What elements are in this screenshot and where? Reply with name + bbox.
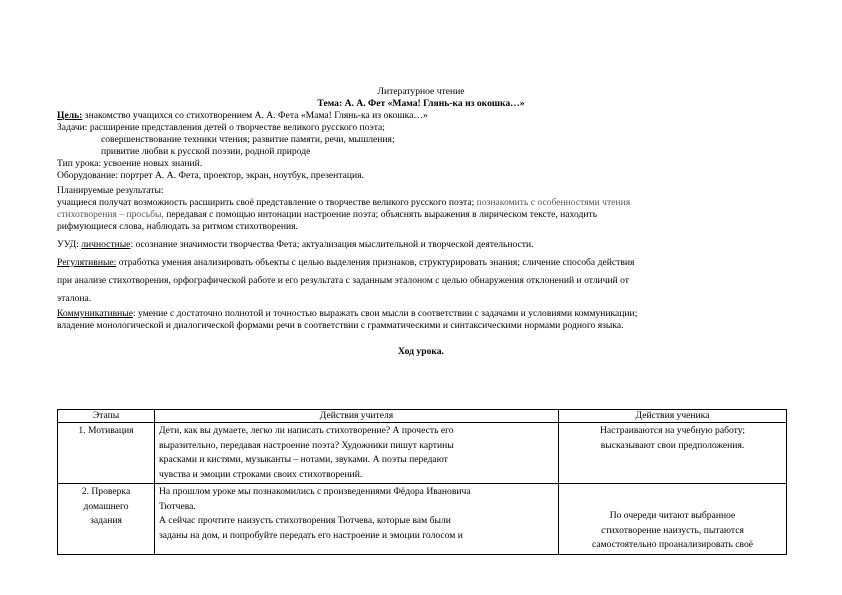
course-title: Ход урока. — [398, 346, 444, 357]
communicative-label: Коммуникативные — [57, 308, 133, 319]
planned-results-line-1 — [57, 197, 785, 209]
student-text-line: самостоятельно проанализировать своё — [591, 539, 754, 550]
teacher-cell — [155, 423, 559, 484]
lesson-plan-text — [57, 86, 785, 358]
goal-line — [57, 110, 785, 122]
goal-text: знакомство учащихся со стихотворением А. А. Фета «Мама! Глянь-ка из окошка…» — [82, 110, 428, 121]
regulatory-line-1 — [57, 257, 785, 269]
teacher-text-line: На прошлом уроке мы познакомились с произведениями Фёдора Ивановича — [159, 486, 471, 497]
teacher-text-line: Тютчева. — [159, 500, 196, 512]
table-row — [58, 423, 787, 484]
equipment: Оборудование: портрет А. А. Фета, проектор, экран, ноутбук, презентация. — [57, 170, 364, 181]
communicative-text-1: : умение с достаточно полнотой и точностью выражать свои мысли в соответствии с задачами и условиями коммуникации; — [132, 308, 638, 319]
student-text-line: По очереди читают выбранное — [609, 510, 736, 521]
student-text-line: стихотворение наизусть, пытаются — [601, 524, 744, 536]
subject-title: Литературное чтение — [377, 86, 465, 97]
stage-name: 1. Мотивация — [78, 425, 134, 436]
goal-label: Цель: — [57, 110, 83, 121]
planned-results-line-2 — [57, 209, 785, 221]
teacher-cell — [155, 484, 559, 555]
uud-personal-text: : осознание значимости творчества Фета; актуализация мыслительной и творческой деятельности. — [130, 239, 534, 250]
student-text-line: Настраиваются на учебную работу; — [599, 425, 746, 436]
uud-prefix: УУД: — [57, 239, 82, 250]
header-student-actions: Действия ученика — [559, 410, 787, 423]
table-row — [58, 484, 787, 555]
topic-title: Тема: А. А. Фет «Мама! Глянь-ка из окошка…» — [317, 98, 525, 109]
header-stages: Этапы — [58, 410, 155, 423]
header-teacher-actions: Действия учителя — [155, 410, 559, 423]
planned-line-1-main: учащиеся получат возможность расширить своё представление о творчестве великого русского поэта; — [57, 197, 475, 208]
task-1: расширение представления детей о творчестве великого русского поэта; — [87, 122, 385, 133]
teacher-text-line: Дети, как вы думаете, легко ли написать стихотворение? А прочесть его — [159, 425, 454, 436]
student-cell — [559, 423, 787, 484]
tasks-line-2: совершенствование техники чтения; развитие памяти, речи, мышления; — [101, 134, 395, 145]
teacher-text-line: А сейчас прочтите наизусть стихотворения Тютчева, которые вам были — [159, 515, 451, 526]
table-header-row — [58, 410, 787, 423]
teacher-text-line: красками и кистями, музыканты – нотами, звуками. А поэты передают — [159, 454, 448, 465]
stage-name-line: домашнего — [83, 500, 129, 512]
tasks-label: Задачи: — [57, 122, 88, 133]
regulatory-line-3: эталона. — [57, 293, 92, 304]
communicative-line-1 — [57, 308, 785, 320]
stage-cell — [58, 484, 155, 555]
uud-personal-label: личностные — [81, 239, 131, 250]
student-text-line: высказывают свои предположения. — [600, 439, 745, 451]
teacher-text-line: заданы на дом, и попробуйте передать его настроение и эмоции голосом и — [159, 529, 463, 541]
regulatory-text-1: отработка умения анализировать объекты с целью выделения признаков, структурировать знания; сличение способа действия — [116, 257, 635, 268]
planned-line-2-main: передавая с помощью интонации настроение поэта; объяснять выражения в лирическом тексте, находить — [163, 209, 598, 220]
stage-cell — [58, 423, 155, 484]
planned-line-1-highlight: познакомить с особенностями чтения — [474, 197, 631, 208]
planned-results-heading: Планируемые результаты: — [57, 185, 164, 196]
communicative-line-2: владение монологической и диалогической формами речи в соответствии с грамматическими и синтаксическими нормами родного языка. — [57, 320, 624, 331]
planned-results-line-3: рифмующиеся слова, наблюдать за ритмом стихотворения. — [57, 221, 298, 232]
student-cell — [559, 484, 787, 555]
tasks-line-1 — [57, 122, 785, 134]
regulatory-line-2: при анализе стихотворения, орфографической работе и его результата с заданным эталоном с целью обнаружения отклонений и отличий от — [57, 275, 629, 286]
stage-name-line: 2. Проверка — [81, 486, 131, 497]
planned-line-2-highlight: стихотворения – просьбы, — [57, 209, 164, 220]
regulatory-label: Регулятивные: — [57, 257, 117, 268]
teacher-text-line: чувства и эмоции строками своих стихотворений. — [159, 468, 363, 480]
lesson-table — [57, 409, 787, 555]
teacher-text-line: выразительно, передавая настроение поэта? Художники пишут картины — [159, 439, 454, 451]
tasks-line-3: привитие любви к русской поэзии, родной природе — [101, 146, 311, 157]
stage-name-line: задания — [90, 515, 122, 526]
uud-line — [57, 239, 785, 251]
lesson-type: Тип урока: усвоение новых знаний. — [57, 158, 203, 169]
